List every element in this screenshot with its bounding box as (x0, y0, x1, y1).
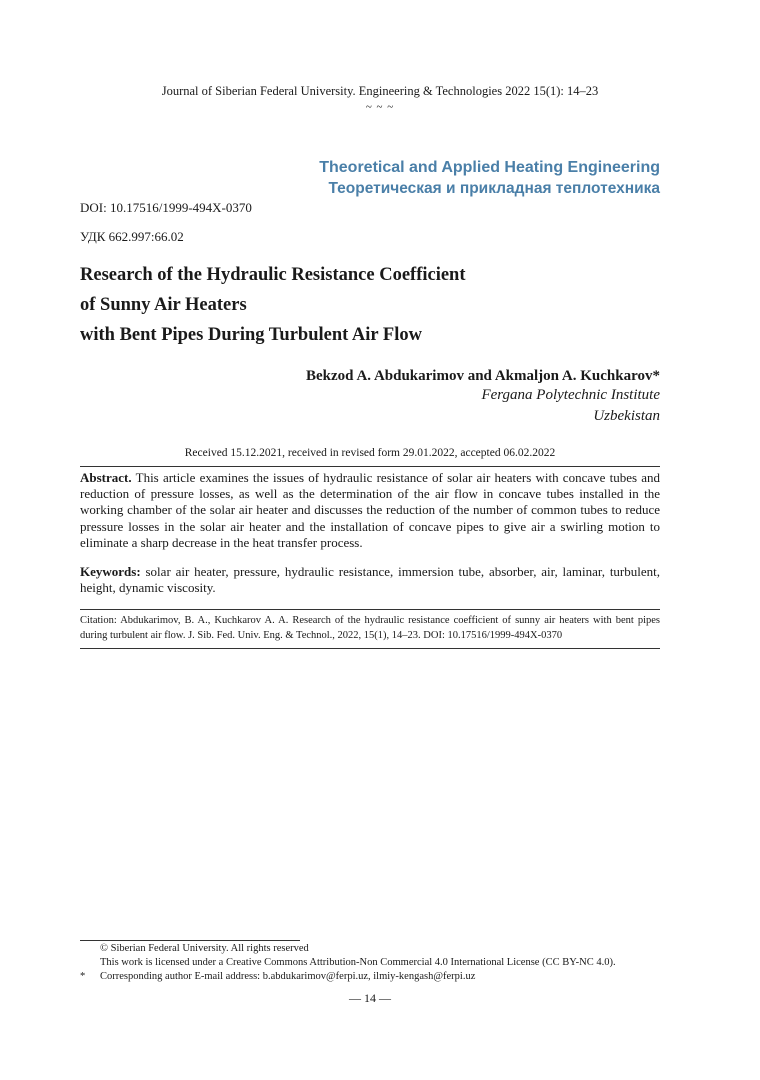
license-text: This work is licensed under a Creative Commons Attribution-Non Commercial 4.0 International License (CC BY-NC 4.0). (100, 957, 616, 968)
footnote-license (80, 957, 680, 968)
section-title-ru: Теоретическая и прикладная теплотехника (328, 180, 660, 197)
journal-header: Journal of Siberian Federal University. Engineering & Technologies 2022 15(1): 14–23 (161, 84, 599, 98)
footnote-rule (80, 940, 300, 941)
abstract-label: Abstract. (80, 470, 132, 485)
affiliation-institute: Fergana Polytechnic Institute (481, 387, 660, 403)
doi: DOI: 10.17516/1999-494X-0370 (80, 200, 252, 215)
authors: Bekzod A. Abdukarimov and Akmaljon A. Kuchkarov* (306, 368, 660, 384)
keywords-text: solar air heater, pressure, hydraulic resistance, immersion tube, absorber, air, laminar, turbulent, height, dynamic viscosity. (80, 564, 660, 596)
abstract-text: This article examines the issues of hydraulic resistance of solar air heaters with concave tubes and reduction of pressure losses, as well as the determination of the air flow in concave tubes installed in the working chamber of the solar air heater and discusses the reduction of the number of common tubes to reduce pressure losses in the solar air heater and the installation of concave pipes to give air a swirling motion to eliminate a sharp decrease in the heat transfer process. (80, 470, 661, 550)
copyright-text: © Siberian Federal University. All rights reserved (100, 943, 309, 954)
corresponding-mark: * (80, 971, 86, 982)
corresponding-text: Corresponding author E-mail address: b.abdukarimov@ferpi.uz, ilmiy-kengash@ferpi.uz (100, 971, 476, 982)
affiliation-country: Uzbekistan (593, 408, 660, 424)
footnote-corresponding (80, 971, 680, 982)
received-dates: Received 15.12.2021, received in revised form 29.01.2022, accepted 06.02.2022 (184, 447, 556, 459)
page-number: — 14 — (349, 991, 391, 1005)
paper-title-line-3: with Bent Pipes During Turbulent Air Flow (80, 325, 422, 345)
paper-title-line-2: of Sunny Air Heaters (80, 295, 247, 315)
footnote-copyright (80, 943, 680, 954)
abstract (80, 470, 660, 551)
keywords (80, 564, 660, 596)
header-ornament: ~ ~ ~ (365, 101, 395, 113)
citation: Citation: Abdukarimov, B. A., Kuchkarov A. A. Research of the hydraulic resistance coefficient of sunny air heaters with bent pipes during turbulent air flow. J. Sib. Fed. Univ. Eng. & Technol., 2022, 15(1), 14–23. DOI: 10.17516/1999-494X-0370 (80, 615, 660, 641)
citation-bottom-rule (80, 648, 660, 649)
citation-top-rule (80, 609, 660, 610)
keywords-label: Keywords: (80, 564, 141, 579)
abstract-top-rule (80, 466, 660, 467)
paper-title-line-1: Research of the Hydraulic Resistance Coefficient (80, 265, 466, 285)
section-title-en: Theoretical and Applied Heating Engineering (319, 159, 660, 176)
udk: УДК 662.997:66.02 (80, 229, 184, 244)
